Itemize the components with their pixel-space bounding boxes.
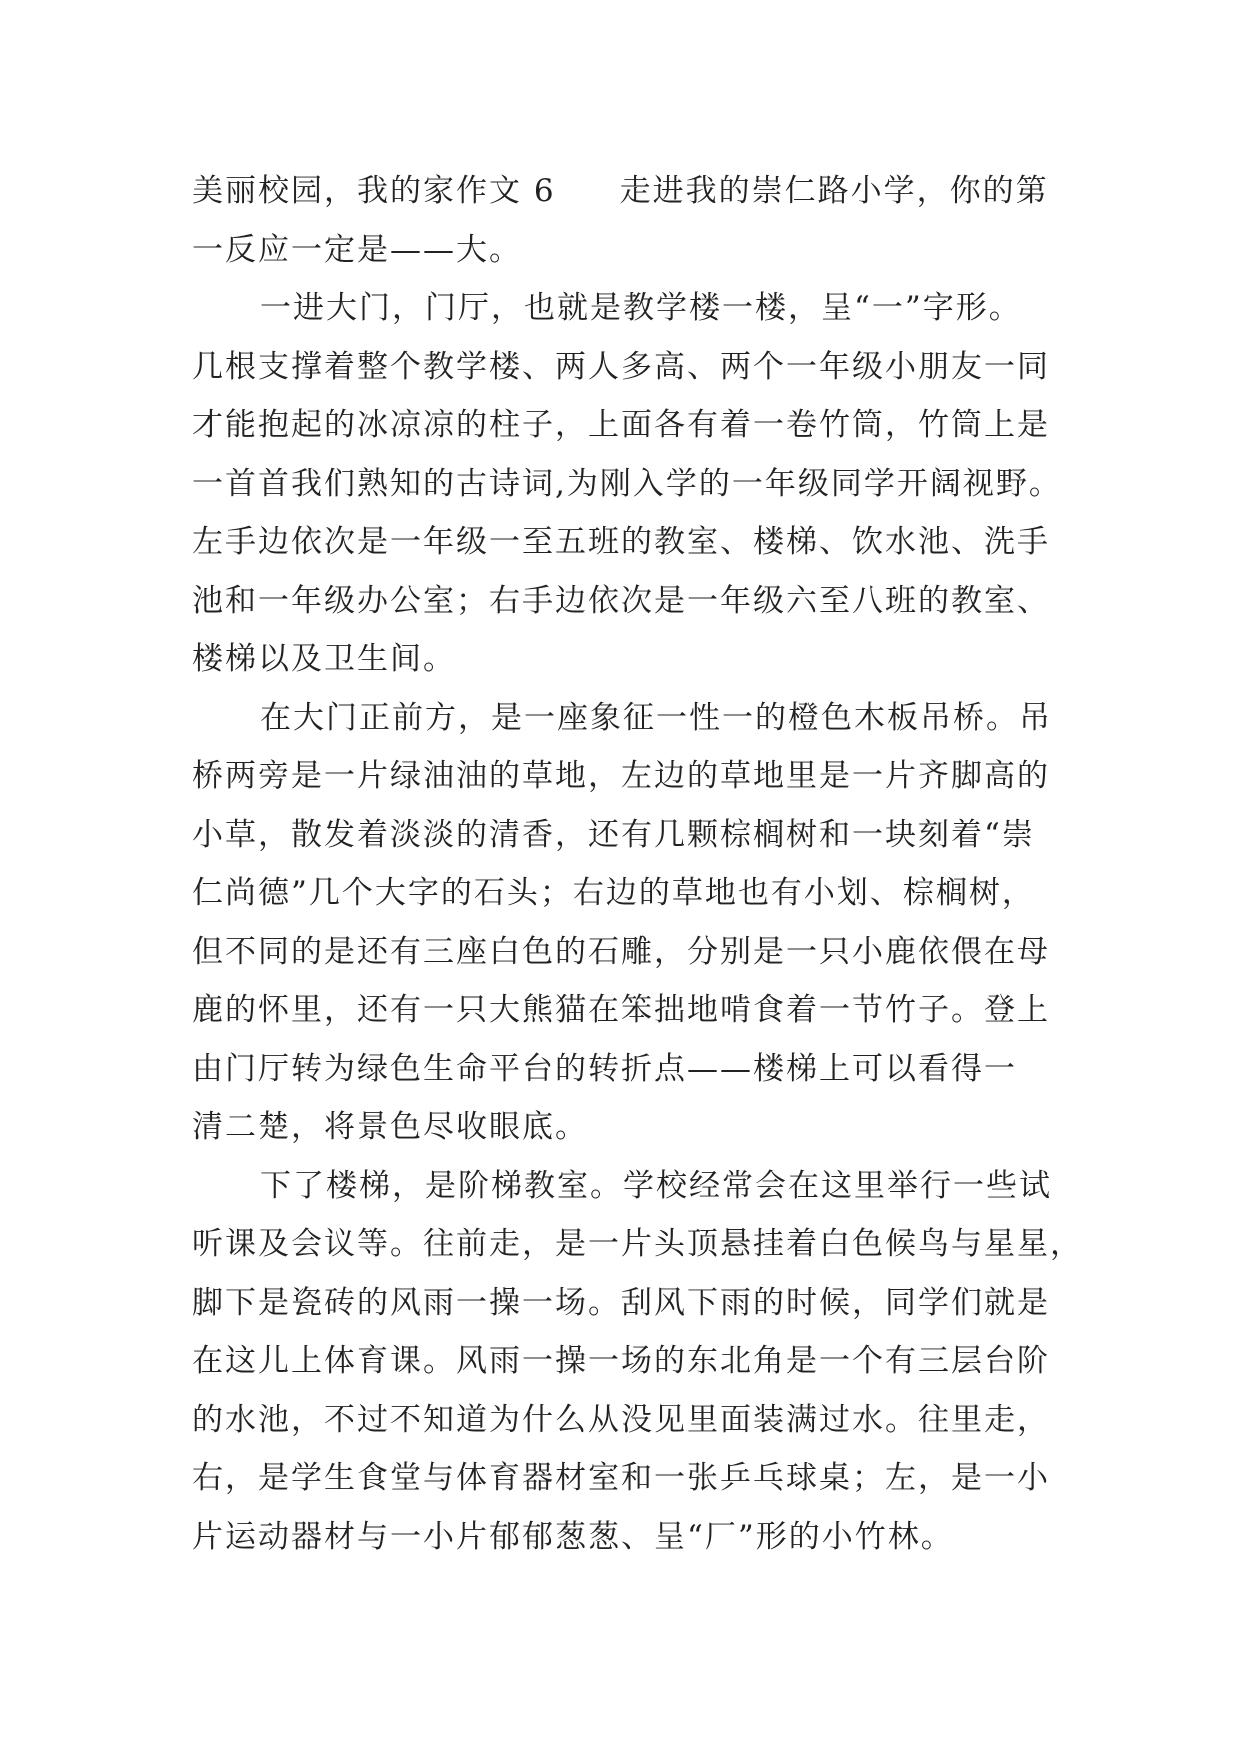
text-line: 一反应一定是——大。 [192,231,522,268]
text-line: 一首首我们熟知的古诗词,为刚入学的一年级同学开阔视野。 [192,465,1062,502]
text-line: 听课及会议等。往前走，是一片头顶悬挂着白色候鸟与星星， [192,1226,1083,1262]
title-line [192,162,1072,221]
text-line: 但不同的是还有三座白色的石雕，分别是一只小鹿依偎在母 [192,933,1050,970]
intro-text: 走进我的崇仁路小学，你的第 [619,173,1049,209]
text-line: 片运动器材与一小片郁郁葱葱、呈“厂”形的小竹林。 [192,1518,954,1555]
text-line: 在这儿上体育课。风雨一操一场的东北角是一个有三层台阶 [192,1343,1050,1379]
text-line: 楼梯以及卫生间。 [192,641,456,677]
text-line: 池和一年级办公室；右手边依次是一年级六至八班的教室、 [192,582,1050,619]
text-line: 桥两旁是一片绿油油的草地，左边的草地里是一片齐脚高的 [192,758,1050,794]
text-line: 才能抱起的冰凉凉的柱子，上面各有着一卷竹筒，竹筒上是 [192,407,1050,443]
essay-body [192,162,1083,1566]
text-line: 的水池，不过不知道为什么从没见里面装满过水。往里走， [192,1401,1050,1438]
paragraph-start-line: 一进大门，门厅，也就是教学楼一楼，呈“一”字形。 [260,290,1022,326]
text-line: 脚下是瓷砖的风雨一操一场。刮风下雨的时候，同学们就是 [192,1284,1050,1321]
text-line: 右，是学生食堂与体育器材室和一张乒乓球桌；左，是一小 [192,1460,1050,1496]
paragraph-start-line: 下了楼梯，是阶梯教室。学校经常会在这里举行一些试 [260,1167,1052,1204]
text-line: 仁尚德”几个大字的石头；右边的草地也有小划、棕榈树， [192,875,1035,911]
text-line: 鹿的怀里，还有一只大熊猫在笨拙地啃食着一节竹子。登上 [192,992,1050,1028]
text-line: 左手边依次是一年级一至五班的教室、楼梯、饮水池、洗手 [192,524,1050,560]
text-line: 由门厅转为绿色生命平台的转折点——楼梯上可以看得一 [192,1050,1017,1087]
essay-title: 美丽校园，我的家作文 6 [192,173,556,209]
paragraph-start-line: 在大门正前方，是一座象征一性一的橙色木板吊桥。吊 [260,699,1052,736]
text-line: 几根支撑着整个教学楼、两人多高、两个一年级小朋友一同 [192,348,1050,385]
text-line: 清二楚，将景色尽收眼底。 [192,1109,588,1145]
text-line: 小草，散发着淡淡的清香，还有几颗棕榈树和一块刻着“崇 [192,816,1035,853]
